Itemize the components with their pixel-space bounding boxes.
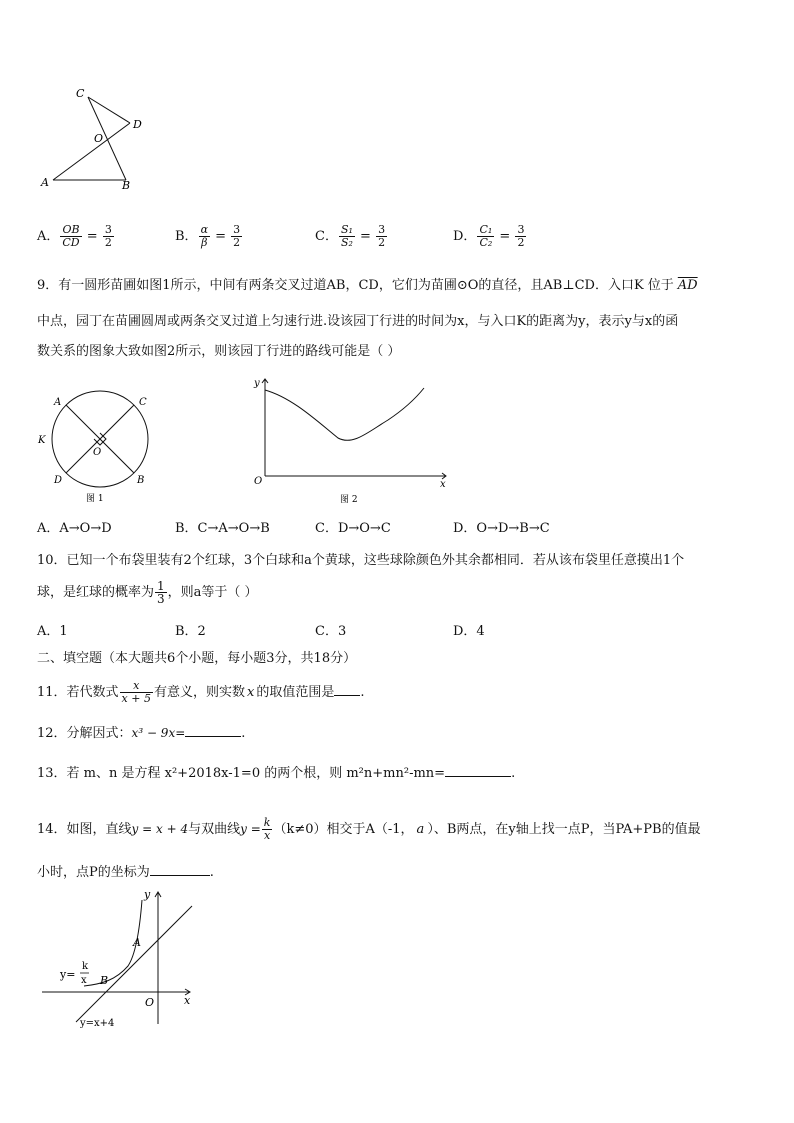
- figure-caption: 图 1: [86, 494, 104, 504]
- q11-answer-blank[interactable]: [334, 695, 360, 696]
- q8-option-b[interactable]: B． $\frac{\alpha}{\beta}$ = $\frac{3}{2}$: [175, 223, 241, 249]
- q9-text-line-3: 数关系的图象大致如图2所示，则该园丁行进的路线可能是（ ）: [37, 344, 401, 359]
- origin-label: O: [145, 996, 155, 1009]
- axis-label-x: x: [184, 994, 191, 1007]
- point-label-d: D: [133, 118, 142, 131]
- q13-text: 13．若 m、n 是方程 x²+2018x-1=0 的两个根，则 m²n+mn²-mn= .: [37, 766, 516, 781]
- q9-option-a[interactable]: A．A→O→D: [37, 521, 112, 536]
- figure-caption: 图 2: [340, 495, 358, 505]
- q8-figure: [34, 82, 154, 194]
- arc-ad-label: $\overline{AD}$: [677, 278, 698, 293]
- q9-figure-2: [248, 374, 458, 506]
- q10-text-line-2: 球，是红球的概率为 $\frac{1}{3}$ ，则a等于（ ）: [37, 579, 258, 606]
- q8-option-c[interactable]: C． $\frac{\text{S₁}}{\text{S₂}}$ = $\frac{3}{2}$: [315, 223, 386, 249]
- q10-text-line-1: 10．已知一个布袋里装有2个红球，3个白球和a个黄球，这些球除颜色外其余都相同．若从该布袋里任意摸出1个: [37, 553, 685, 568]
- q14-figure: [40, 886, 200, 1030]
- curve-label-x: x: [81, 975, 87, 986]
- point-label-o: O: [93, 447, 102, 458]
- axis-label-x: x: [440, 479, 446, 490]
- q14-answer-blank[interactable]: [150, 875, 210, 876]
- q10-option-b[interactable]: B．2: [175, 624, 206, 639]
- q10-option-a[interactable]: A．1: [37, 624, 68, 639]
- point-label-b: B: [137, 475, 145, 486]
- q12-text: 12．分解因式：x³ − 9x= .: [37, 726, 246, 741]
- axis-label-o: O: [254, 476, 263, 487]
- q9-option-d[interactable]: D．O→D→B→C: [453, 521, 550, 536]
- q8-option-a[interactable]: A． $\frac{OB}{CD}$ = $\frac{3}{2}$: [37, 223, 112, 249]
- point-label-a: A: [54, 397, 62, 408]
- curve-label-hyperbola: y=: [60, 968, 76, 981]
- q9-option-b[interactable]: B．C→A→O→B: [175, 521, 270, 536]
- point-label-b: B: [100, 974, 109, 987]
- q10-option-d[interactable]: D．4: [453, 624, 485, 639]
- q9-text-line-1: 9．有一圆形苗圃如图1所示，中间有两条交叉过道AB，CD，它们为苗圃⊙O的直径，且AB⊥CD．入口K 位于 $\overline{AD}$: [37, 278, 698, 293]
- q13-answer-blank[interactable]: [445, 776, 511, 777]
- point-label-c: C: [139, 397, 147, 408]
- point-label-d: D: [54, 475, 63, 486]
- q11-text: 11．若代数式 $\frac{x}{x + 5}$ 有意义，则实数 x 的取值范围是 .: [37, 679, 365, 705]
- point-label-o: O: [94, 132, 104, 145]
- section-heading: 二、填空题（本大题共6个小题，每小题3分，共18分）: [37, 651, 357, 666]
- point-label-c: C: [76, 87, 85, 100]
- q8-option-d[interactable]: D． $\frac{\text{C₁}}{\text{C₂}}$ = $\frac{3}{2}$: [453, 223, 525, 249]
- q14-text-line-2: 小时，点P的坐标为 .: [37, 865, 214, 880]
- point-label-a: A: [41, 176, 49, 189]
- q14-text-line-1: 14．如图，直线y = x + 4与双曲线y = $\frac{k}{x}$ （k≠0）相交于A（-1， a ）、B两点，在y轴上找一点P，当PA+PB的值最: [37, 816, 701, 842]
- axis-label-y: y: [254, 378, 260, 389]
- q9-text-line-2: 中点，园丁在苗圃圆周或两条交叉过道上匀速行进.设该园丁行进的时间为x，与入口K的距离为y，表示y与x的函: [37, 314, 679, 329]
- point-label-b: B: [122, 179, 131, 192]
- point-label-k: K: [38, 435, 46, 446]
- axis-label-y: y: [144, 888, 151, 901]
- q9-option-c[interactable]: C．D→O→C: [315, 521, 391, 536]
- q12-answer-blank[interactable]: [185, 736, 241, 737]
- q9-figure-1: [34, 388, 164, 510]
- line-label: y=x+4: [80, 1018, 115, 1029]
- q10-option-c[interactable]: C．3: [315, 624, 347, 639]
- curve-label-k: k: [82, 961, 89, 972]
- point-label-a: A: [133, 936, 141, 949]
